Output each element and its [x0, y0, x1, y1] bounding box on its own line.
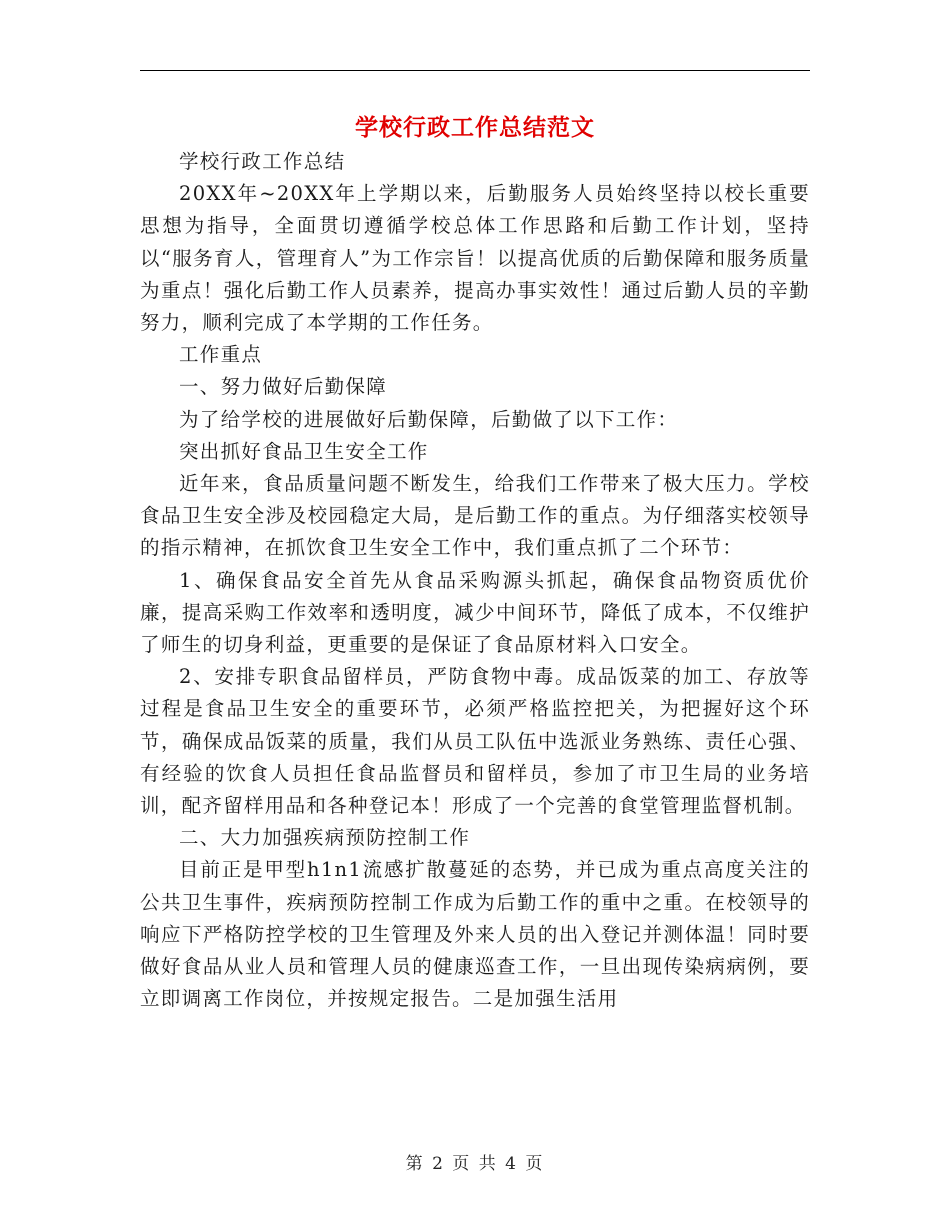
header-rule: [140, 70, 810, 71]
paragraph: 为了给学校的进展做好后勤保障，后勤做了以下工作：: [179, 407, 679, 431]
section-heading-2: 二、大力加强疾病预防控制工作: [179, 826, 471, 850]
document-title: 学校行政工作总结范文: [355, 114, 595, 141]
paragraph-intro: 20XX年~20XX年上学期以来，后勤服务人员始终坚持以校长重要思想为指导，全面贯切遵循学校总体工作思路和后勤工作计划，坚持以“服务育人，管理育人”为工作宗旨！以提高优质的后勤保障和服务质量为重点！强化后勤工作人员素养，提高办事实效性！通过后勤人员的辛勤努力，顺利完成了本学期的工作任务。: [140, 182, 810, 335]
document-body: [140, 146, 810, 1015]
section-heading-1: 一、努力做好后勤保障: [179, 375, 388, 399]
section-heading-focus: 工作重点: [179, 343, 263, 367]
paragraph: 近年来，食品质量问题不断发生，给我们工作带来了极大压力。学校食品卫生安全涉及校园稳定大局，是后勤工作的重点。为仔细落实校领导的指示精神，在抓饮食卫生安全工作中，我们重点抓了二个环节：: [140, 472, 810, 560]
page-number: 第 2 页 共 4 页: [405, 1154, 545, 1174]
subsection-heading: 突出抓好食品卫生安全工作: [179, 439, 429, 463]
paragraph: 目前正是甲型h1n1流感扩散蔓延的态势，并已成为重点高度关注的公共卫生事件，疾病预防控制工作成为后勤工作的重中之重。在校领导的响应下严格防控学校的卫生管理及外来人员的出入登记并测体温！同时要做好食品从业人员和管理人员的健康巡查工作，一旦出现传染病病例，要立即调离工作岗位，并按规定报告。二是加强生活用: [140, 858, 810, 1011]
paragraph-subtitle: 学校行政工作总结: [179, 150, 346, 173]
list-item: 1、确保食品安全首先从食品采购源头抓起，确保食品物资质优价廉，提高采购工作效率和透明度，减少中间环节，降低了成本，不仅维护了师生的切身利益，更重要的是保证了食品原材料入口安全。: [140, 568, 810, 657]
list-item: 2、安排专职食品留样员，严防食物中毒。成品饭菜的加工、存放等过程是食品卫生安全的重要环节，必须严格监控把关，为把握好这个环节，确保成品饭菜的质量，我们从员工队伍中选派业务熟练、责任心强、有经验的饮食人员担任食品监督员和留样员，参加了市卫生局的业务培训，配齐留样用品和各种登记本！形成了一个完善的食堂管理监督机制。: [140, 665, 810, 818]
